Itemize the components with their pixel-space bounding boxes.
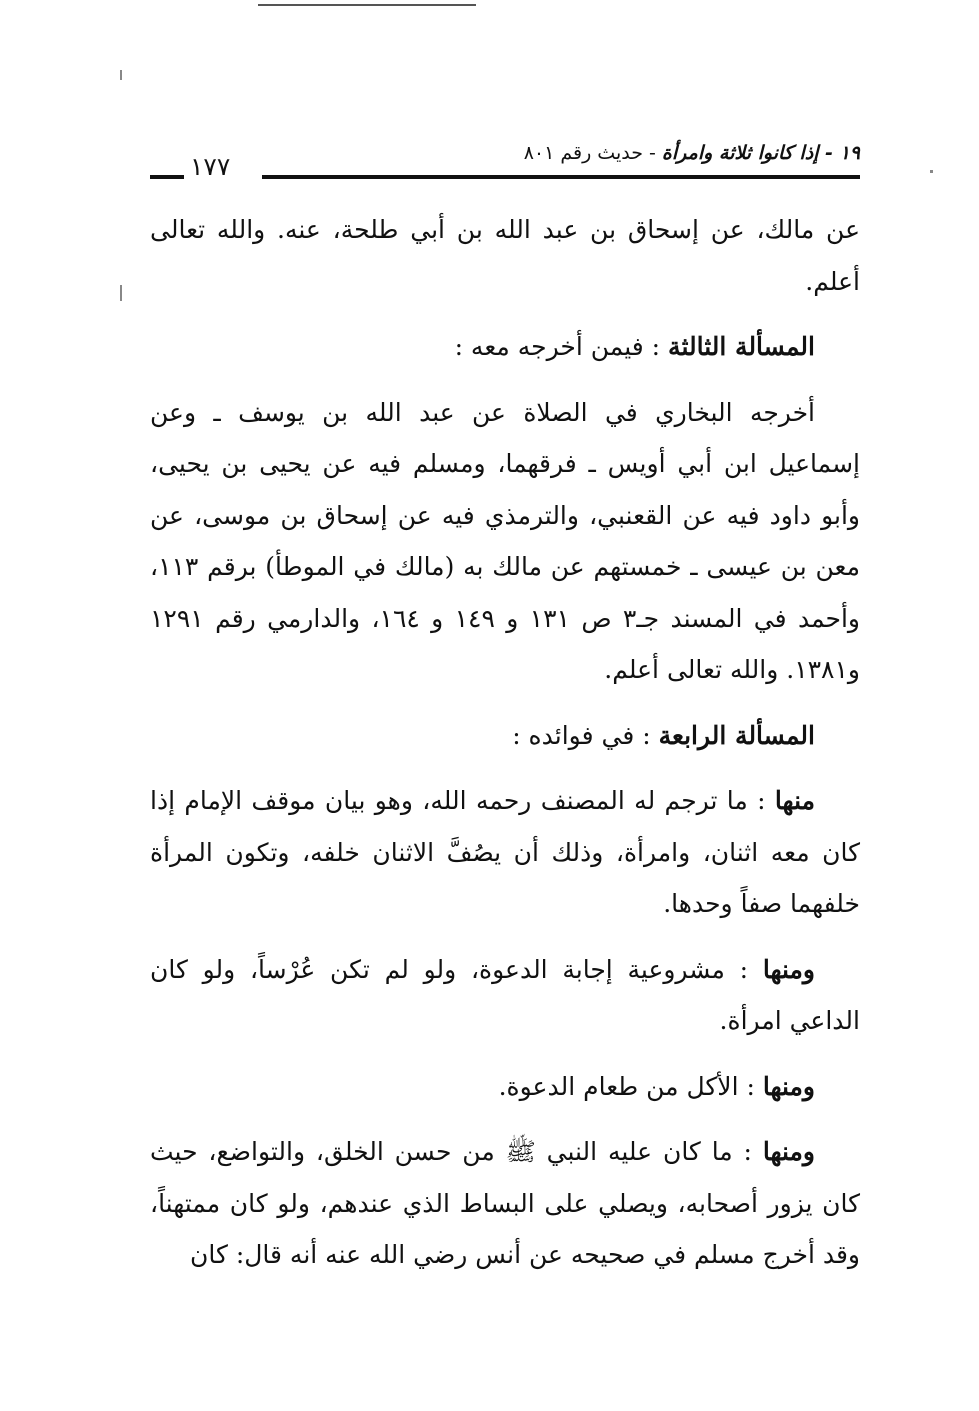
section-heading <box>150 321 860 373</box>
paragraph <box>150 387 860 696</box>
paragraph <box>150 204 860 307</box>
page-body <box>150 204 860 1295</box>
hadith-reference: حديث رقم ٨٠١ <box>523 142 643 164</box>
heading-text: : فيمن أخرجه معه : <box>454 332 661 361</box>
heading-text: : في فوائده : <box>512 720 651 750</box>
paragraph-lead: منها <box>774 786 815 815</box>
scan-speck <box>930 170 933 173</box>
paragraph <box>150 944 860 1047</box>
top-scan-rule <box>258 4 476 6</box>
section-heading <box>150 710 860 762</box>
paragraph-text: : مشروعية إجابة الدعوة، ولو لم تكن عُرْساً، ولو كان الداعي امرأة. <box>150 954 860 1035</box>
page-header <box>150 140 860 188</box>
paragraph-text: : الأكل من طعام الدعوة. <box>498 1071 755 1101</box>
paragraph-lead: ومنها <box>762 1071 815 1101</box>
heading-label: المسألة الرابعة <box>658 720 815 750</box>
scan-speck <box>120 285 122 301</box>
page-number: ١٧٧ <box>190 152 231 181</box>
paragraph-text: أخرجه البخاري في الصلاة عن عبد الله بن يوسف ـ وعن إسماعيل ابن أبي أويس ـ فرقهما، ومسلم فيه عن يحيى بن يحيى، وأبو داود فيه عن القعنبي، والترمذي فيه عن إسحاق بن موسى، عن معن بن عيسى ـ خمستهم عن مالك به (مالك في الموطأ) برقم ١١٣، وأحمد في المسند جـ٣ ص ١٣١ و ١٤٩ و ١٦٤، والدارمي رقم ١٢٩١ و١٣٨١. والله تعالى أعلم. <box>150 397 860 684</box>
paragraph <box>150 1061 860 1113</box>
paragraph-text: : ما ترجم له المصنف رحمه الله، وهو بيان موقف الإمام إذا كان معه اثنان، وامرأة، وذلك أن يصُفَّ الاثنان خلفه، وتكون المرأة خلفهما صفاً وحدها. <box>150 786 860 918</box>
running-title <box>524 142 860 164</box>
paragraph <box>150 775 860 930</box>
scan-speck <box>120 70 122 80</box>
paragraph-text: : ما كان عليه النبي ﷺ من حسن الخلق، والتواضع، حيث كان يزور أصحابه، ويصلي على البساط الذي عندهم، ولو كان ممتهناً، وقد أخرج مسلم في صحيحه عن أنس رضي الله عنه أنه قال: كان <box>150 1137 860 1269</box>
paragraph-text: عن مالك، عن إسحاق بن عبد الله بن أبي طلحة، عنه. والله تعالى أعلم. <box>150 215 860 296</box>
title-separator: - <box>642 142 656 164</box>
paragraph-lead: ومنها <box>762 1137 815 1166</box>
header-rule-long <box>262 175 860 179</box>
header-rule-short <box>150 175 184 179</box>
chapter-title: ١٩ - إذا كانوا ثلاثة وامرأة <box>661 142 860 164</box>
paragraph <box>150 1126 860 1281</box>
heading-label: المسألة الثالثة <box>668 332 815 361</box>
paragraph-lead: ومنها <box>762 954 815 984</box>
